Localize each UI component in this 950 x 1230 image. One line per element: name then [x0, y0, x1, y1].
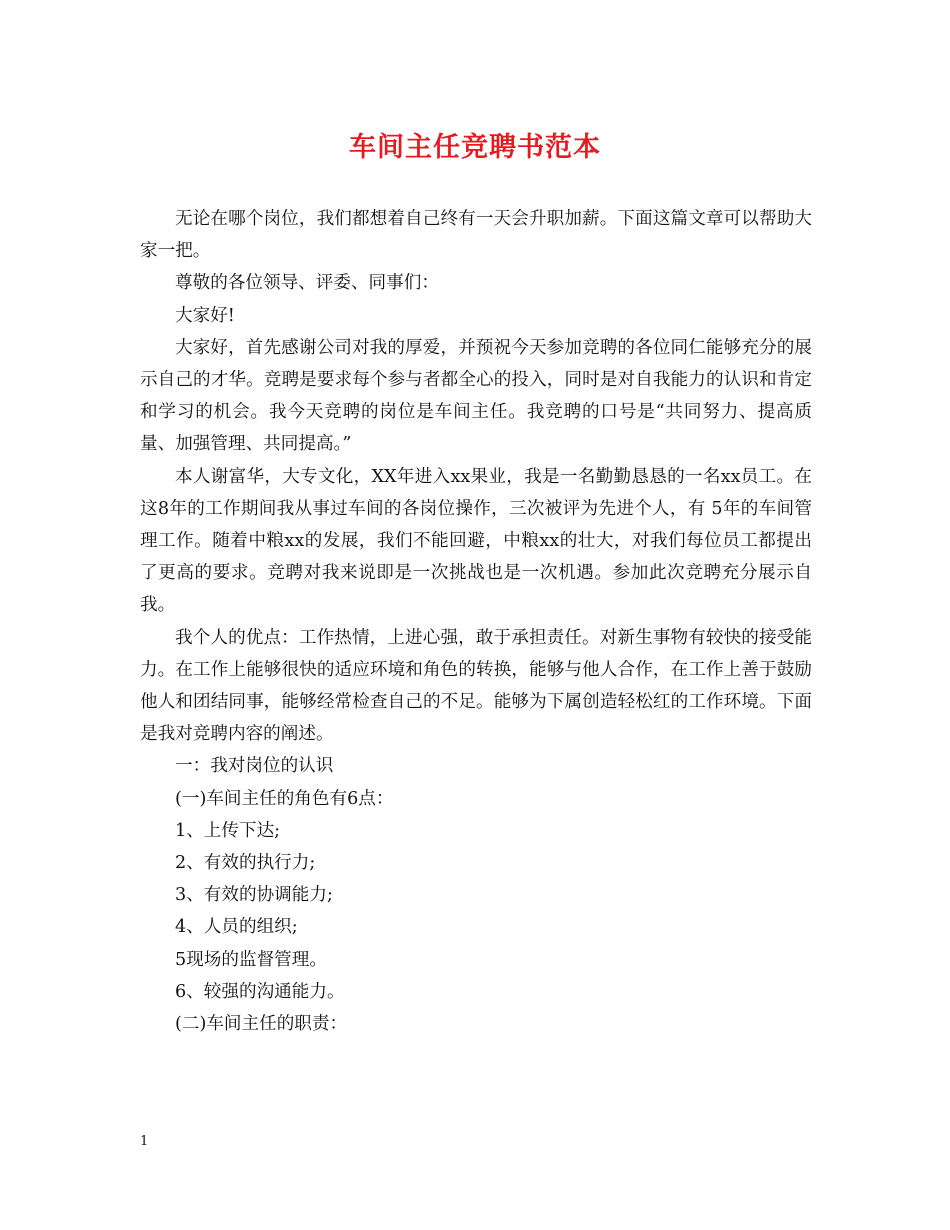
list-item: 3、有效的协调能力;	[175, 885, 333, 906]
paragraph-background: 本人谢富华，大专文化，XX年进入xx果业，我是一名勤勤恳恳的一名xx员工。在这8年的工作期间我从事过车间的各岗位操作，三次被评为先进个人，有 5年的车间管理工作。随着中粮xx的发展，我们不能回避，中粮xx的壮大，对我们每位员工都提出了更高的要求。竞聘对我来说即是一次挑战也是一次机遇。参加此次竞聘充分展示自我。	[140, 466, 812, 616]
list-item: 4、人员的组织;	[175, 917, 298, 938]
list-item: 2、有效的执行力;	[175, 853, 316, 874]
list-item: 1、上传下达;	[175, 820, 281, 841]
paragraph-greeting: 大家好!	[175, 305, 235, 326]
paragraph-strengths: 我个人的优点：工作热情，上进心强，敢于承担责任。对新生事物有较快的接受能力。在工作上能够很快的适应环境和角色的转换，能够与他人合作，在工作上善于鼓励他人和团结同事，能够经常检查自己的不足。能够为下属创造轻松红的工作环境。下面是我对竞聘内容的阐述。	[140, 627, 812, 745]
paragraph-thanks: 大家好，首先感谢公司对我的厚爱，并预祝今天参加竞聘的各位同仁能够充分的展示自己的才华。竞聘是要求每个参与者都全心的投入，同时是对自我能力的认识和肯定和学习的机会。我今天竞聘的岗位是车间主任。我竞聘的口号是“共同努力、提高质量、加强管理、共同提高。”	[140, 337, 812, 455]
paragraph-intro: 无论在哪个岗位，我们都想着自己终有一天会升职加薪。下面这篇文章可以帮助大家一把。	[140, 209, 812, 262]
section-heading-1: 一：我对岗位的认识	[175, 756, 334, 777]
subsection-heading-2: (二)车间主任的职责：	[175, 1014, 348, 1035]
subsection-heading-1: (一)车间主任的角色有6点：	[175, 788, 394, 809]
page-number: 1	[140, 1134, 149, 1149]
list-item: 6、较强的沟通能力。	[175, 981, 345, 1002]
document-body	[140, 203, 812, 1040]
list-item: 5现场的监督管理。	[175, 949, 327, 970]
document-title: 车间主任竞聘书范本	[349, 132, 601, 163]
paragraph-salutation: 尊敬的各位领导、评委、同事们：	[175, 273, 439, 294]
